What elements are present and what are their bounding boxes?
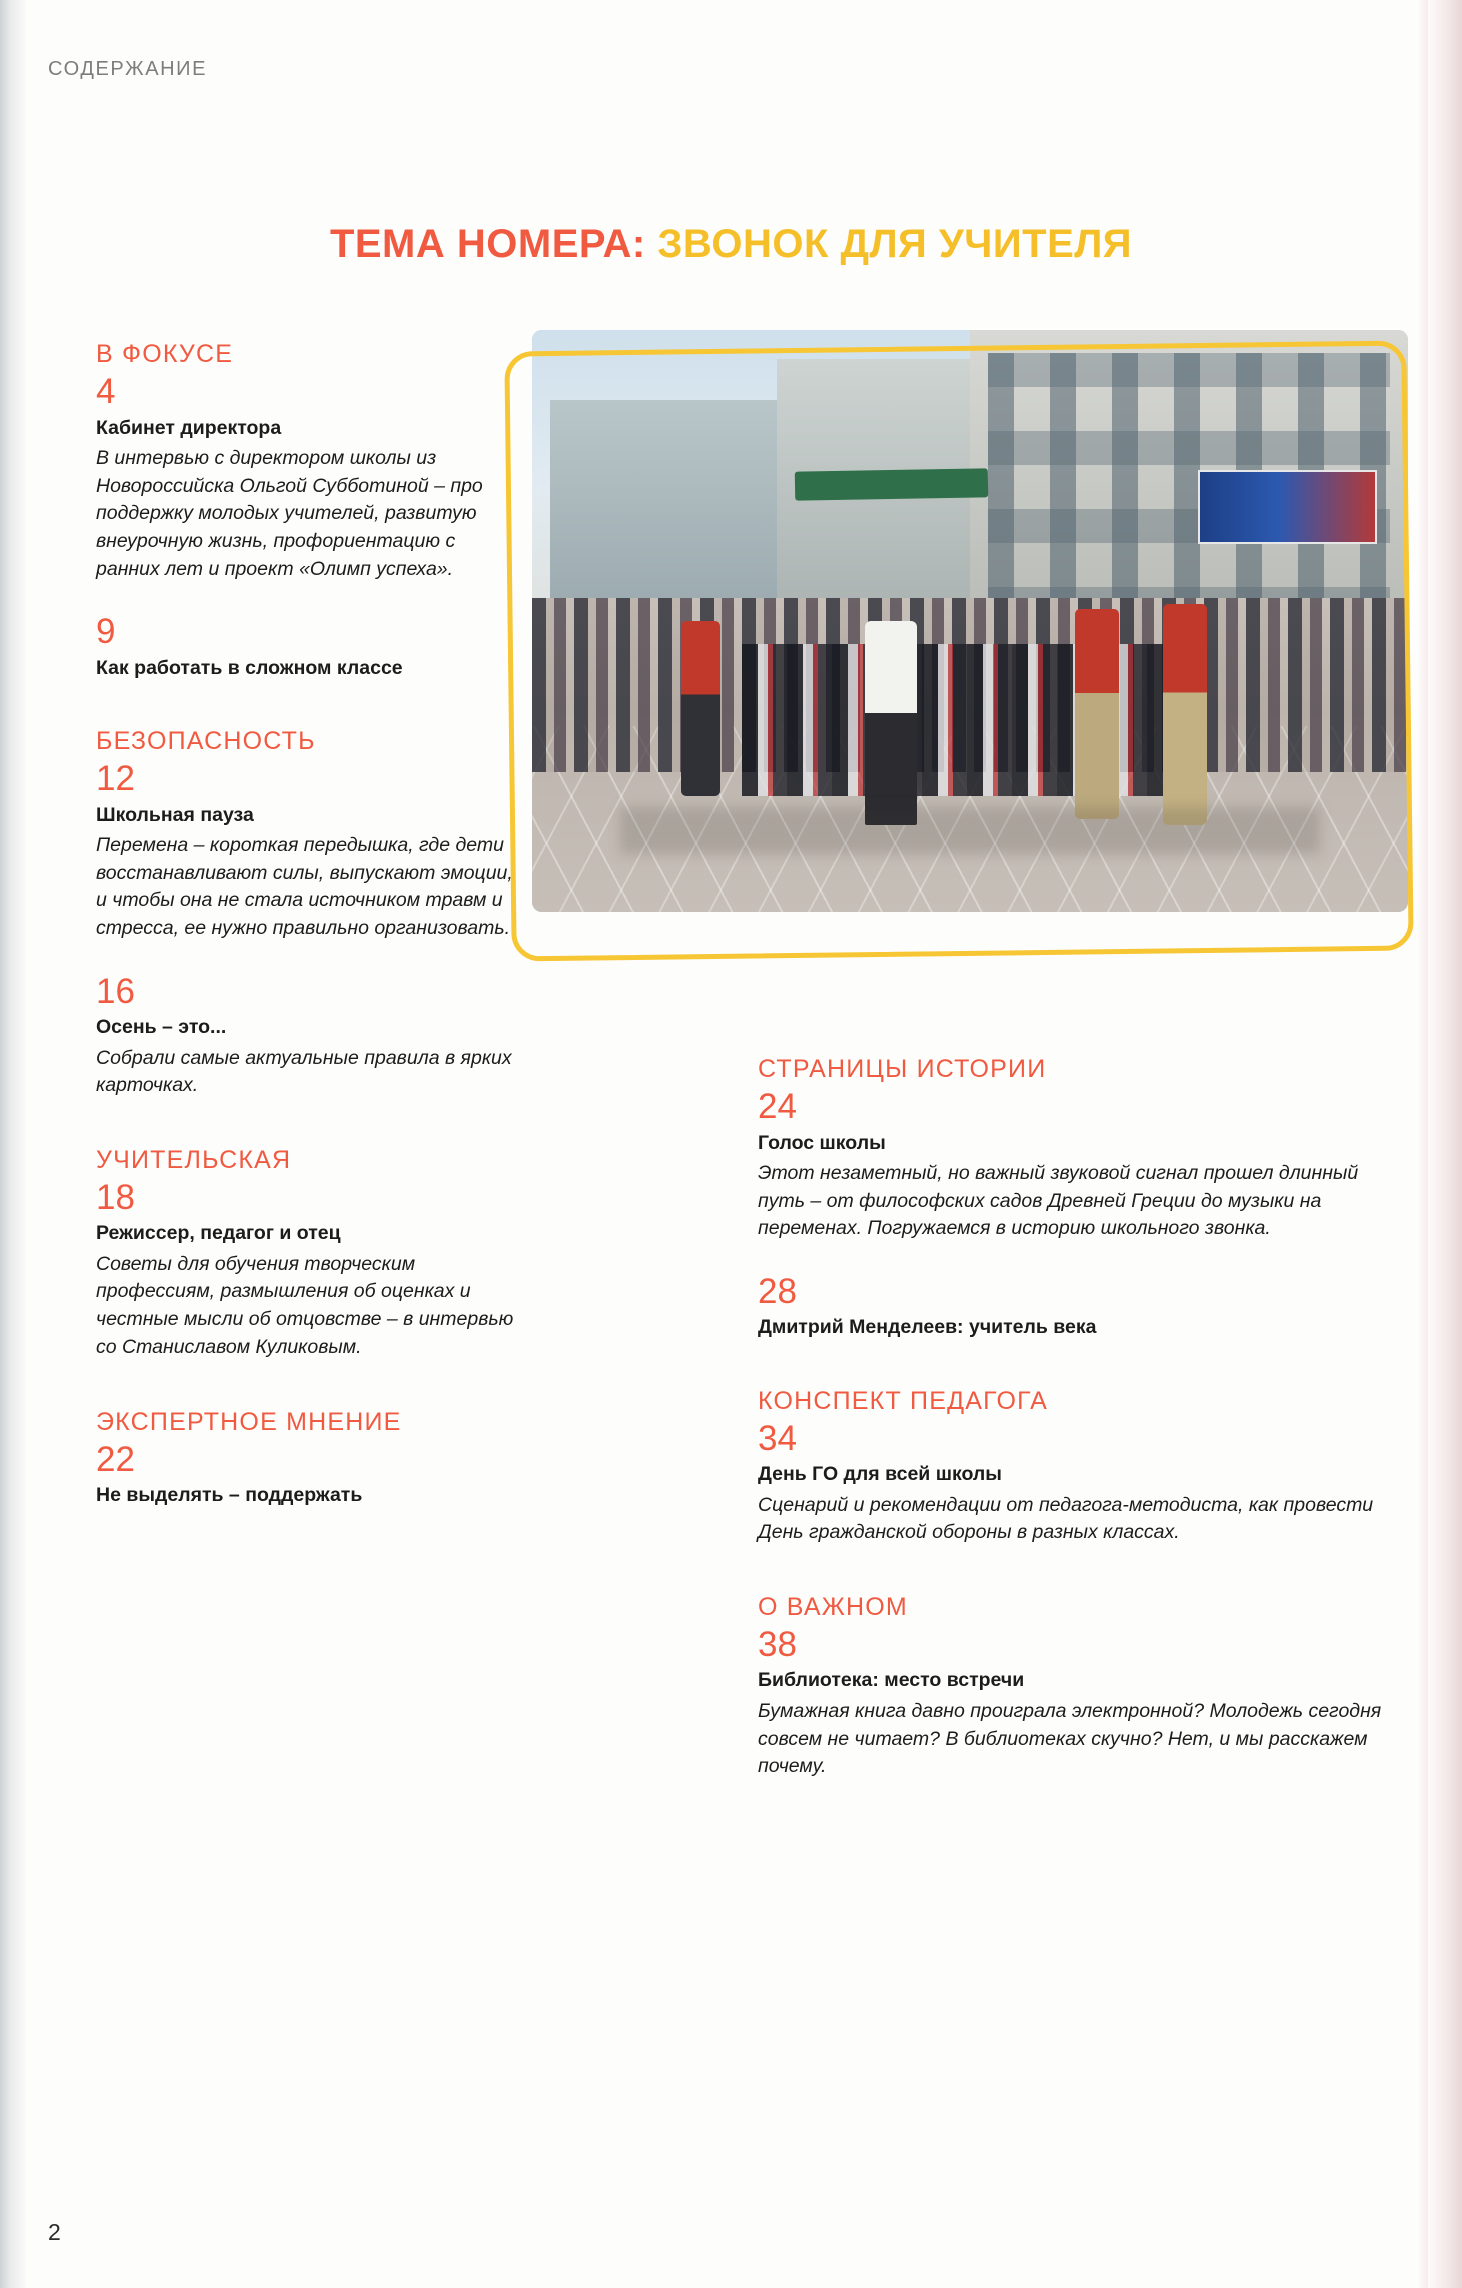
rubric-heading: ЭКСПЕРТНОЕ МНЕНИЕ: [96, 1407, 402, 1436]
photo-frame-outline: [504, 341, 1413, 962]
toc-group-teachers-room: [96, 1146, 516, 1362]
entry-title: Не выделять – поддержать: [96, 1484, 363, 1507]
rubric-heading: КОНСПЕКТ ПЕДАГОГА: [758, 1386, 1049, 1415]
headline-secondary: ЗВОНОК ДЛЯ УЧИТЕЛЯ: [657, 222, 1133, 266]
section-label: СОДЕРЖАНИЕ: [48, 58, 208, 80]
toc-entry[interactable]: [96, 760, 516, 943]
toc-column-left: [96, 340, 516, 1538]
entry-title: Осень – это...: [96, 1016, 227, 1039]
toc-group-safety: [96, 727, 516, 1100]
entry-title: Как работать в сложном классе: [96, 656, 403, 679]
entry-title: Режиссер, педагог и отец: [96, 1222, 341, 1245]
entry-description: Перемена – короткая передышка, где дети восстанавливают силы, выпускают эмоции, и чтобы она не стала источником травм и стресса, ее нужно правильно организовать.: [96, 833, 513, 940]
entry-description: В интервью с директором школы из Новороссийска Ольгой Субботиной – про поддержку молодых учителей, развитую внеурочную жизнь, профориентацию с ранних лет и проект «Олимп успеха».: [96, 446, 483, 580]
entry-page-number: 28: [758, 1271, 797, 1311]
entry-title: День ГО для всей школы: [758, 1463, 1002, 1486]
page-edge-right-inner: [1418, 0, 1428, 2288]
photo-figure: [508, 330, 1408, 970]
entry-title: Кабинет директора: [96, 416, 282, 439]
toc-group-expert-opinion: [96, 1408, 516, 1509]
toc-group-important: [758, 1593, 1398, 1781]
page-edge-right: [1428, 0, 1462, 2288]
toc-entry[interactable]: [758, 1273, 1398, 1341]
entry-title: Школьная пауза: [96, 803, 254, 826]
toc-entry[interactable]: [758, 1420, 1398, 1547]
rubric-heading: О ВАЖНОМ: [758, 1592, 908, 1621]
entry-page-number: 9: [96, 612, 116, 652]
entry-description: Этот незаметный, но важный звуковой сигнал прошел длинный путь – от философских садов Древней Греции до музыки на переменах. Погружаемся в историю школьного звонка.: [758, 1161, 1359, 1240]
rubric-heading: УЧИТЕЛЬСКАЯ: [96, 1145, 292, 1174]
entry-page-number: 34: [758, 1418, 797, 1458]
toc-column-right: [758, 1055, 1398, 1811]
entry-title: Дмитрий Менделеев: учитель века: [758, 1316, 1097, 1339]
entry-description: Собрали самые актуальные правила в ярких карточках.: [96, 1046, 512, 1097]
rubric-heading: БЕЗОПАСНОСТЬ: [96, 727, 316, 756]
entry-title: Голос школы: [758, 1131, 886, 1154]
toc-entry[interactable]: [96, 613, 516, 681]
entry-page-number: 18: [96, 1177, 135, 1217]
entry-page-number: 24: [758, 1087, 797, 1126]
toc-group-history-pages: [758, 1055, 1398, 1341]
entry-page-number: 4: [96, 372, 116, 411]
toc-entry[interactable]: [96, 1179, 516, 1362]
toc-entry[interactable]: [96, 973, 516, 1100]
toc-group-focus: [96, 340, 516, 681]
entry-title: Библиотека: место встречи: [758, 1669, 1025, 1692]
headline-primary: ТЕМА НОМЕРА:: [329, 222, 646, 266]
entry-description: Советы для обучения творческим профессиям, размышления об оценках и честные мысли об отцовстве – в интервью со Станиславом Куликовым.: [96, 1252, 514, 1358]
toc-entry[interactable]: [96, 373, 516, 583]
toc-entry[interactable]: [96, 1441, 516, 1509]
entry-description: Сценарий и рекомендации от педагога-методиста, как провести День гражданской обороны в разных классах.: [758, 1493, 1374, 1544]
entry-page-number: 22: [96, 1439, 135, 1479]
toc-group-teacher-notes: [758, 1387, 1398, 1547]
entry-description: Бумажная книга давно проиграла электронной? Молодежь сегодня совсем не читает? В библиотеках скучно? Нет, и мы расскажем почему.: [758, 1699, 1382, 1778]
entry-page-number: 16: [96, 971, 135, 1011]
toc-entry[interactable]: [758, 1626, 1398, 1781]
toc-entry[interactable]: [758, 1088, 1398, 1243]
entry-page-number: 38: [758, 1624, 797, 1664]
rubric-heading: СТРАНИЦЫ ИСТОРИИ: [758, 1055, 1047, 1083]
rubric-heading: В ФОКУСЕ: [96, 340, 234, 368]
entry-page-number: 12: [96, 759, 135, 799]
page-folio: 2: [48, 2219, 61, 2245]
page-title: [0, 222, 1462, 267]
page-edge-left: [0, 0, 26, 2288]
